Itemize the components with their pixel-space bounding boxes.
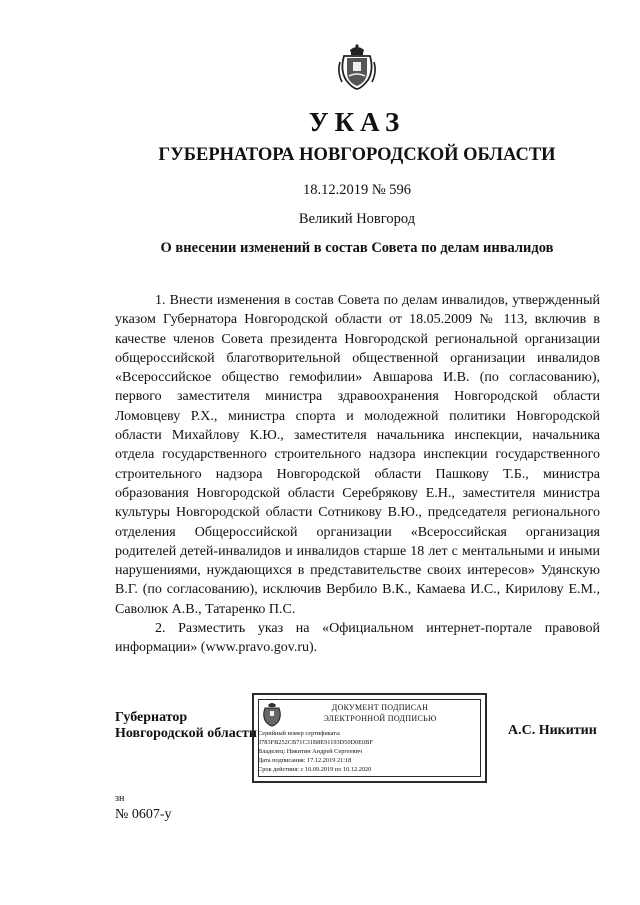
- stamp-title-line-2: ЭЛЕКТРОННОЙ ПОДПИСЬЮ: [323, 714, 437, 723]
- stamp-cert-label: Серийный номер сертификата:: [258, 730, 341, 737]
- stamp-validity: Срок действия: с 10.09.2019 по 10.12.2020: [258, 766, 372, 773]
- paragraph-1: 1. Внести изменения в состав Совета по делам инвалидов, утвержденный указом Губернатора Новгородской области от 18.05.2009 № 113, включив в качестве членов Совета президента Новгородской региональной организации общероссийской благотворительной общественной организации инвалидов «Всероссийское общество гемофилии» Авшарова И.В. (по согласованию), первого заместителя министра здравоохранения Новгородской области Ломовцеву Р.Х., министра спорта и молодежной политики Новгородской области Михайлову К.Ю., заместителя начальника инспекции, начальника отдела государственного строительного надзора инспекции государственного строительного надзора Новгородской области Пашкову Т.Б., министра образования Новгородской области Серебрякову Е.Н., заместителя министра культуры Новгородской области Сотникову В.Ю., председателя регионального отделения Общероссийской организации «Всероссийская организация родителей детей-инвалидов и инвалидов старше 18 лет с ментальными и иными нарушениями, нуждающихся в представительстве своих интересов» Удянскую В.Г. (по согласованию), исключив Вербило В.К., Камаева И.С., Кирилову Е.М., Саволюк А.В., Татаренко П.С.: [115, 293, 600, 617]
- date-and-number: 18.12.2019 № 596: [302, 182, 412, 198]
- document-subject: О внесении изменений в состав Совета по делам инвалидов: [160, 240, 554, 256]
- document-body: [115, 291, 600, 658]
- stamp-owner: Владелец: Никитин Андрей Сергеевич: [258, 748, 363, 755]
- stamp-cert-number: 0783FB252CB71C31B8E91193D50D0E0BF: [258, 739, 373, 746]
- signer-name: А.С. Никитин: [508, 723, 597, 738]
- stamp-title-line-1: ДОКУМЕНТ ПОДПИСАН: [331, 703, 429, 712]
- footer-initials: зн: [115, 793, 125, 804]
- footer-reg-number: № 0607-у: [115, 807, 172, 822]
- stamp-details: [258, 729, 373, 774]
- document-type-title: УКАЗ: [308, 107, 406, 137]
- stamp-emblem-icon: [260, 701, 284, 727]
- coat-of-arms-emblem: [336, 42, 378, 92]
- footer-registration: [115, 791, 172, 823]
- issuing-authority: ГУБЕРНАТОРА НОВГОРОДСКОЙ ОБЛАСТИ: [158, 145, 556, 165]
- city-name: Великий Новгород: [298, 211, 416, 227]
- electronic-signature-stamp: [252, 693, 487, 783]
- stamp-signed-date: Дата подписания: 17.12.2019 21:18: [258, 757, 352, 764]
- signer-role-line-1: Губернатор: [115, 710, 188, 725]
- signer-role: [115, 710, 257, 742]
- signer-role-line-2: Новгородской области: [115, 726, 257, 741]
- paragraph-2: 2. Разместить указ на «Официальном интернет-портале правовой информации» (www.pravo.gov.ru).: [115, 621, 600, 656]
